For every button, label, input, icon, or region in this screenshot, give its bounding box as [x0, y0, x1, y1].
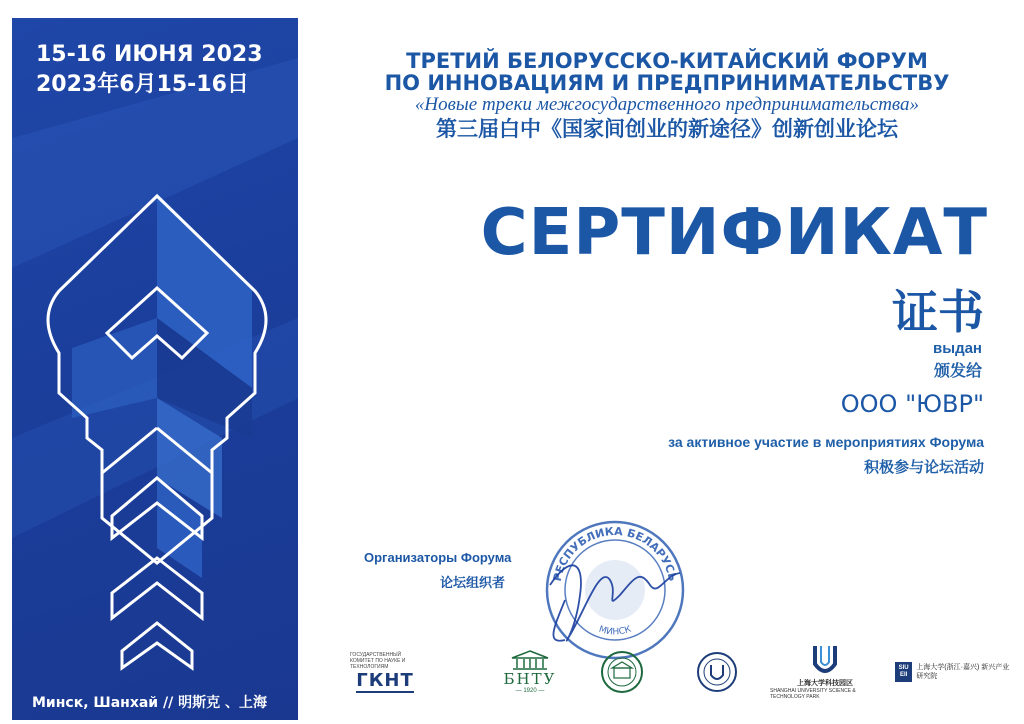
rocket-emblem-graphic — [12, 18, 298, 720]
forum-title-line-1: ТРЕТИЙ БЕЛОРУССКО-КИТАЙСКИЙ ФОРУМ — [406, 49, 928, 73]
forum-date-cn: 2023年6月15-16日 — [36, 72, 249, 97]
university-emblem-logo — [590, 632, 654, 712]
issued-to-label: выдан — [933, 340, 982, 357]
bntu-logo — [495, 632, 565, 712]
issued-to-label-cn: 颁发给 — [933, 363, 982, 380]
siueii-logo — [895, 632, 1015, 712]
science-park-logo — [770, 632, 880, 712]
science-park-name-en: SHANGHAI UNIVERSITY SCIENCE & TECHNOLOGY PARK — [770, 688, 856, 700]
round-emblem-icon — [600, 650, 644, 694]
forum-poster-panel — [12, 18, 298, 720]
siueii-badge: SIU EII — [895, 662, 912, 682]
certificate-title: СЕРТИФИКАТ — [480, 196, 988, 270]
forum-dates — [36, 40, 263, 100]
forum-cities: Минск, Шанхай // 明斯克 、上海 — [32, 695, 267, 711]
forum-date-ru: 15-16 ИЮНЯ 2023 — [36, 42, 263, 67]
award-reason-cn: 积极参与论坛活动 — [863, 459, 984, 476]
award-reason: за активное участие в мероприятиях Форума — [668, 434, 984, 450]
organizers-label: Организаторы Форума — [364, 550, 512, 565]
seal-ring-text: РЕСПУБЛИКА БЕЛАРУСЬ — [550, 524, 680, 583]
forum-title-cn: 第三届白中《国家间创业的新途径》创新创业论坛 — [436, 117, 898, 141]
organizers-label-cn: 论坛组织者 — [440, 575, 506, 590]
siueii-name-cn: 上海大学(浙江·嘉兴) 新兴产业研究院 — [916, 664, 1010, 680]
science-park-u-icon — [810, 644, 840, 678]
shanghai-university-seal-icon — [696, 651, 738, 693]
forum-subtitle: «Новые треки межгосударственного предпринимательства» — [414, 94, 920, 115]
gknt-logo — [350, 632, 420, 712]
recipient-name: ООО "ЮВР" — [840, 390, 984, 418]
bntu-wordmark: БНТУ — [503, 670, 557, 688]
science-park-name-cn: 上海大学科技园区 — [797, 680, 853, 687]
gknt-wordmark: ГКНТ — [356, 669, 414, 691]
gknt-caption: ГОСУДАРСТВЕННЫЙ КОМИТЕТ ПО НАУКЕ И ТЕХНОЛОГИЯМ — [350, 651, 406, 670]
certificate-title-cn: 证书 — [892, 285, 984, 339]
forum-title-line-2: ПО ИННОВАЦИЯМ И ПРЕДПРИНИМАТЕЛЬСТВУ — [384, 71, 950, 95]
bntu-year: — 1920 — — [515, 688, 545, 694]
shanghai-university-emblem — [690, 632, 744, 712]
forum-title-block — [322, 50, 1012, 142]
bntu-building-icon — [510, 650, 550, 670]
seal-bottom-text: МИНСК — [597, 624, 633, 638]
organizer-logos-row — [350, 632, 1010, 712]
